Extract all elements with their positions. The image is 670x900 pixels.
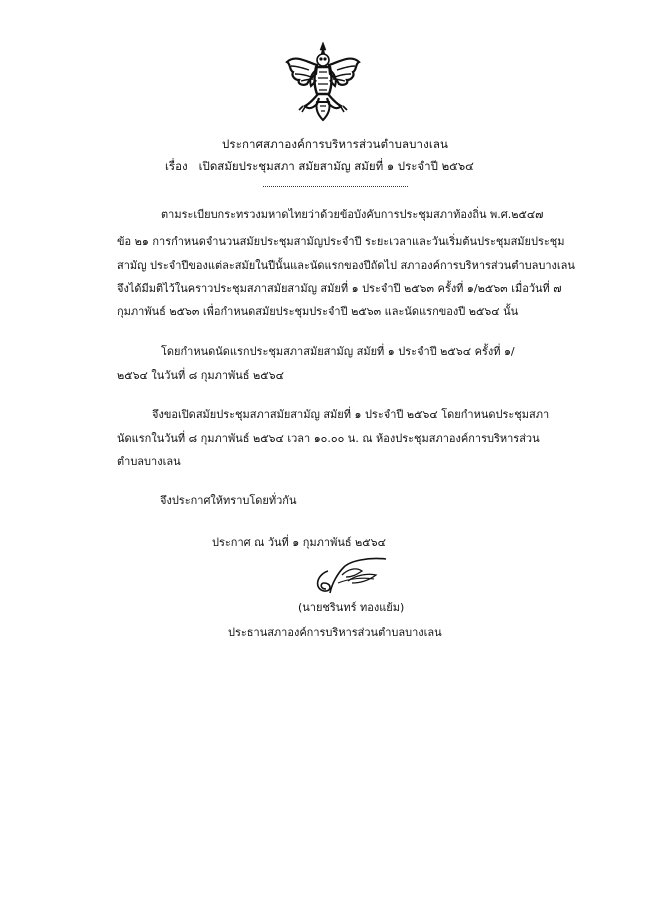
paragraph-1-line-4: จึงได้มีมติไว้ในคราวประชุมสภาสมัยสามัญ สมัยที่ ๑ ประจำปี ๒๕๖๓ ครั้งที่ ๑/๒๕๖๓ เมื่อวันที่ ๗ [117, 282, 562, 295]
handwritten-signature [308, 553, 396, 601]
paragraph-3-line-1: จึงขอเปิดสมัยประชุมสภาสมัยสามัญ สมัยที่ ๑ ประจำปี ๒๕๖๔ โดยกำหนดประชุมสภา [152, 408, 550, 421]
paragraph-3-line-3: ตำบลบางเลน [117, 455, 181, 468]
paragraph-3-line-2: นัดแรกในวันที่ ๘ กุมภาพันธ์ ๒๕๖๔ เวลา ๑๐.๐๐ น. ณ ห้องประชุมสภาองค์การบริหารส่วน [117, 432, 540, 445]
closing-statement: จึงประกาศให้ทราบโดยทั่วกัน [160, 494, 297, 507]
document-title: ประกาศสภาองค์การบริหารส่วนตำบลบางเลน [222, 137, 448, 151]
announcement-date: ประกาศ ณ วันที่ ๑ กุมภาพันธ์ ๒๕๖๔ [212, 536, 386, 549]
dotted-divider [263, 186, 408, 187]
paragraph-1-line-5: กุมภาพันธ์ ๒๕๖๓ เพื่อกำหนดสมัยประชุมประจำปี ๒๕๖๓ และนัดแรกของปี ๒๕๖๔ นั้น [117, 305, 519, 318]
paragraph-1-line-2: ข้อ ๒๑ การกำหนดจำนวนสมัยประชุมสามัญประจำปี ระยะเวลาและวันเริ่มต้นประชุมสมัยประชุม [117, 235, 565, 248]
subject-text: เปิดสมัยประชุมสภา สมัยสามัญ สมัยที่ ๑ ประจำปี ๒๕๖๔ [198, 159, 474, 173]
document-subject [165, 158, 474, 176]
paragraph-1-line-1: ตามระเบียบกระทรวงมหาดไทยว่าด้วยข้อบังคับการประชุมสภาท้องถิ่น พ.ศ.๒๕๔๗ [161, 208, 544, 221]
garuda-emblem-icon [283, 40, 363, 122]
paragraph-2-line-1: โดยกำหนดนัดแรกประชุมสภาสมัยสามัญ สมัยที่ ๑ ประจำปี ๒๕๖๔ ครั้งที่ ๑/ [161, 345, 515, 358]
subject-label: เรื่อง [165, 159, 188, 173]
signer-name: (นายชรินทร์ ทองแย้ม) [298, 601, 405, 614]
paragraph-2-line-2: ๒๕๖๔ ในวันที่ ๘ กุมภาพันธ์ ๒๕๖๔ [117, 369, 284, 382]
paragraph-1-line-3: สามัญ ประจำปีของแต่ละสมัยในปีนั้นและนัดแรกของปีถัดไป สภาองค์การบริหารส่วนตำบลบางเลน [117, 259, 575, 272]
signer-title: ประธานสภาองค์การบริหารส่วนตำบลบางเลน [228, 626, 442, 639]
